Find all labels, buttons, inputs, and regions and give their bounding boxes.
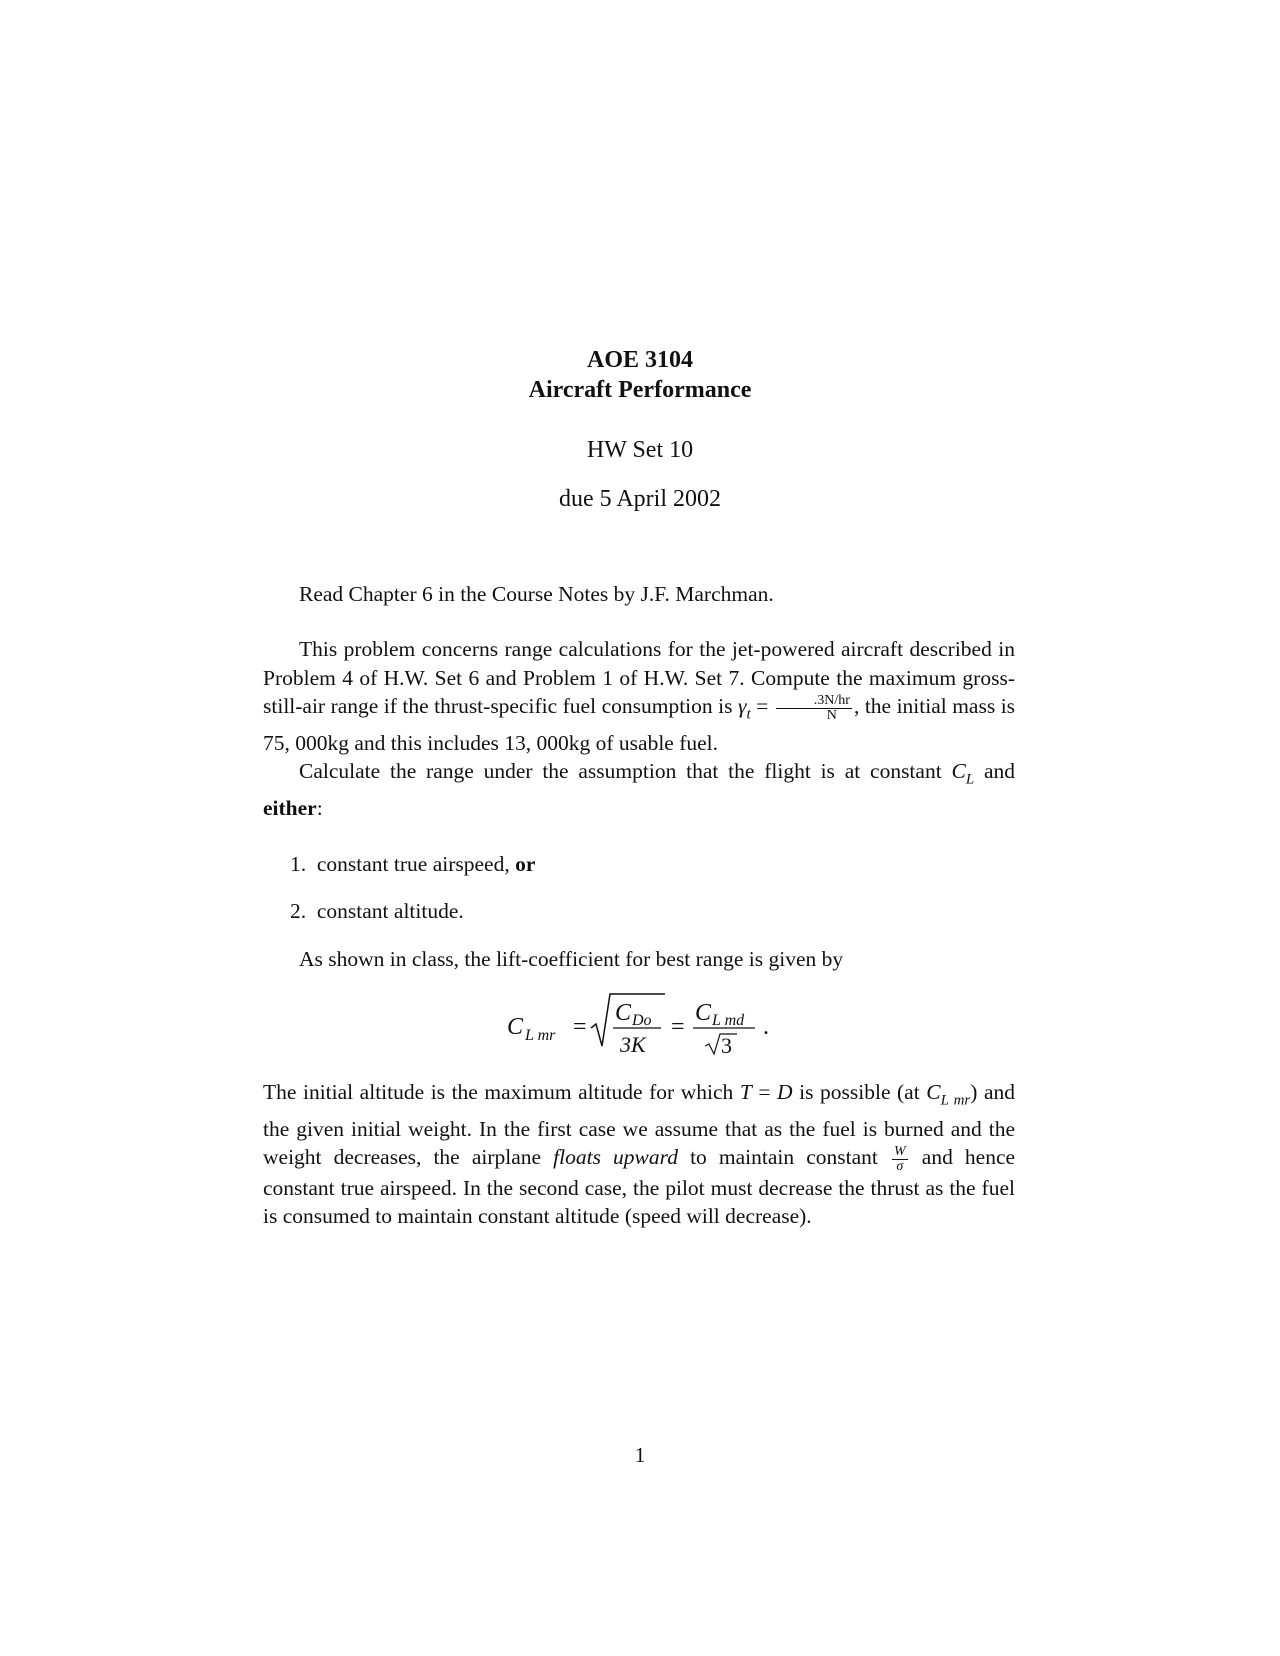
due-date: due 5 April 2002: [559, 486, 721, 512]
eq-num2-sub: L md: [712, 1012, 745, 1029]
eq-lhs-sub: L mr: [525, 1027, 556, 1044]
shown-paragraph: As shown in class, the lift-coefficient for best range is given by: [299, 947, 844, 971]
list-item: 2. constant altitude.: [290, 899, 464, 923]
course-title: Aircraft Performance: [528, 377, 752, 403]
eq-lhs: C: [507, 1014, 524, 1040]
eq-sign-2: =: [671, 1014, 685, 1040]
hw-set: HW Set 10: [586, 437, 694, 463]
list-item: 1. constant true airspeed, or: [290, 852, 536, 876]
page-number: 1: [634, 1443, 646, 1467]
gamma-symbol: γ: [737, 694, 747, 718]
read-paragraph: Read Chapter 6 in the Course Notes by J.F. Marchman.: [299, 582, 774, 606]
tsfc-fraction: $\frac{.3N/hr}{N}$: [776, 694, 852, 723]
final-paragraph: The initial altitude is the maximum altitude for which T = D is possible (at $C_{L mr}$) and the given initial weight. In the first case we assume that as the fuel is burned and the weight decreases, the airplane floats upward to maintain constant $\frac{W}{\sigma}$ and hence constant true airspeed. In the second case, the pilot must decrease the thrust as the fuel is consumed to maintain constant altitude (speed will decrease).: [263, 1080, 1016, 1229]
title-block: [0, 345, 1280, 514]
eq-num1-sub: Do: [632, 1012, 652, 1029]
calc-paragraph: Calculate the range under the assumption that the flight is at constant $C_L$ and either:: [263, 759, 1016, 821]
best-range-equation: [505, 990, 805, 1060]
eq-sign-1: =: [573, 1014, 587, 1040]
eq-num2: C: [695, 1000, 712, 1026]
eq-den2: 3: [721, 1033, 732, 1058]
course-number: AOE 3104: [586, 347, 693, 373]
w-sigma-fraction: $\frac{W}{\sigma}$: [894, 1143, 906, 1174]
eq-dot: .: [763, 1014, 769, 1040]
problem-text-1: This problem concerns range calculations for the jet-powered aircraft described in Problem 4 of H.W. Set 6 and Problem 1 of H.W. Set 7. Compute the maximum gross-still-air range if the thrust-specific fuel consumption is: [263, 637, 1015, 718]
problem-text-2: , the initial mass is 75, 000kg and this includes 13, 000kg of usable fuel.: [263, 694, 1016, 755]
eq-den1: 3K: [620, 1032, 646, 1057]
problem-paragraph: This problem concerns range calculations for the jet-powered aircraft described in Problem 4 of H.W. Set 6 and Problem 1 of H.W. Set 7. Compute the maximum gross-still-air range if the thrust-specific fuel consumption is $\gamma_t$ = $\frac{.3N/hr}{N}$ , the initial mass is 75, 000kg and this includes 13, 000kg of usable fuel. Calculate the range under the assumption that the flight is at constant $C_L$ and either:: [263, 635, 1015, 823]
eq-num1: C: [615, 1000, 632, 1026]
